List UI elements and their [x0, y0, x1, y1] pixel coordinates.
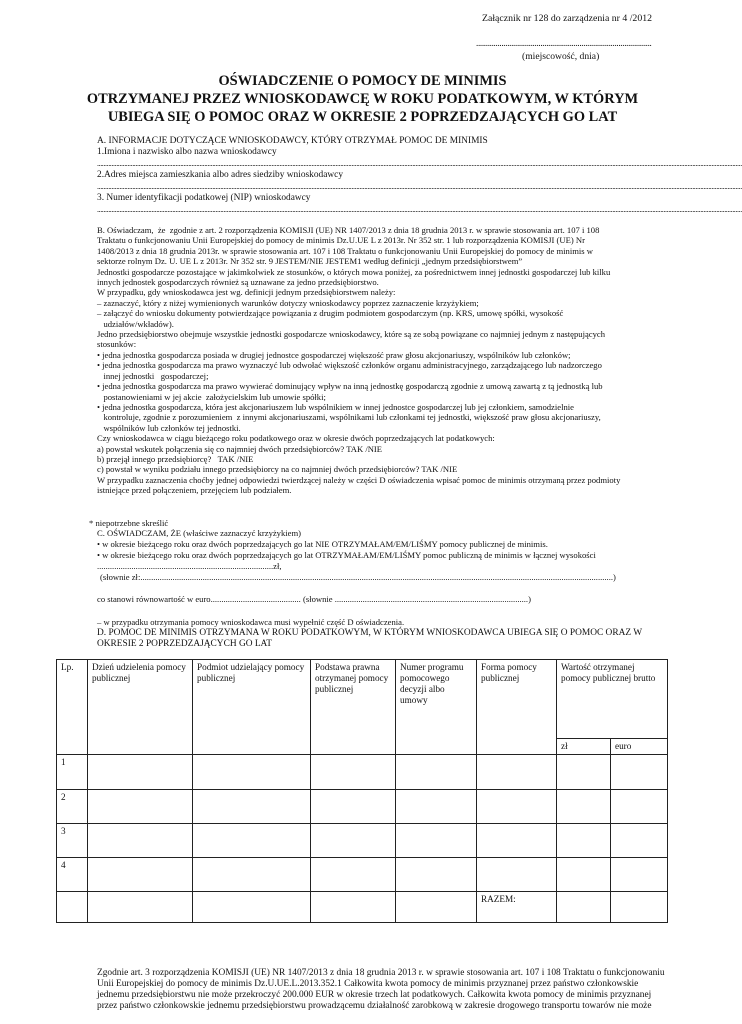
legal-basis-cell[interactable]	[311, 790, 396, 824]
section-b-line: wspólników lub członków tej jednostki.	[97, 422, 241, 433]
section-b-line: • jedna jednostka gospodarcza posiada w drugiej jednostce gospodarczej większość praw głosu akcjonariuszy, wspólników lub członków;	[97, 349, 571, 360]
granting-entity-cell[interactable]	[193, 755, 311, 790]
table-row	[57, 790, 668, 824]
value-pln-cell[interactable]	[557, 790, 611, 824]
granting-entity-cell[interactable]	[193, 824, 311, 858]
grant-date-cell[interactable]	[88, 824, 193, 858]
row-number: 2	[57, 790, 88, 824]
section-b-line: W przypadku, gdy wnioskodawca jest wg. definicji jednym przedsiębiorstwem należy:	[97, 287, 396, 298]
program-number-cell[interactable]	[396, 858, 477, 892]
row-number: 3	[57, 824, 88, 858]
section-b-line: c) powstał w wyniku podziału innego przedsiębiorcy na co najmniej dwóch przedsiębiorców? TAK /NIE	[97, 464, 458, 475]
aid-form-cell[interactable]	[477, 790, 557, 824]
aid-form-cell[interactable]	[477, 824, 557, 858]
applicant-nip-label: 3. Numer identyfikacji podatkowej (NIP) wnioskodawcy	[97, 193, 311, 203]
applicant-address-field[interactable]: ...................................................................................................................................................................................................................................................................................................................................................................................................................	[97, 182, 742, 191]
section-d-heading-line-2: OKRESIE 2 POPRZEDZAJĄCYCH GO LAT	[97, 639, 273, 649]
header-aid-form: Forma pomocy publicznej	[477, 660, 557, 755]
granting-entity-cell[interactable]	[193, 858, 311, 892]
section-b-line: postanowieniami w jej akcie założycielskim lub umowie spółki;	[97, 391, 326, 402]
section-b-line: kontroluje, zgodnie z porozumieniem z innymi akcjonariuszami, wspólnikami lub członkami tej jednostki, większość praw głosu akcjonariuszy,	[97, 412, 601, 423]
section-b-line: Jedno przedsiębiorstwo obejmuje wszystkie jednostki gospodarcze wnioskodawcy, które są ze sobą powiązane co najmniej jednym z następujących	[97, 329, 605, 340]
value-eur-cell[interactable]	[611, 824, 668, 858]
section-b-line: innej jednostki gospodarczej;	[97, 370, 209, 381]
aid-amount-euro-field[interactable]: co stanowi równowartość w euro.......................................... (słownie ..........................................................................................)	[97, 594, 531, 604]
header-value-eur: euro	[611, 739, 668, 755]
section-b-line: istniejące przed połączeniem, przejęciem lub podziałem.	[97, 485, 292, 496]
document-title-line-3: UBIEGA SIĘ O POMOC ORAZ W OKRESIE 2 POPRZEDZAJĄCYCH GO LAT	[107, 109, 618, 125]
value-eur-cell[interactable]	[611, 790, 668, 824]
section-b-line: • jedna jednostka gospodarcza ma prawo wywierać dominujący wpływ na inną jednostkę gospodarczą zgodnie z umową zawartą z tą jednostką lub	[97, 381, 603, 392]
option-no-aid-received[interactable]: • w okresie bieżącego roku oraz dwóch poprzedzających go lat NIE OTRZYMAŁAM/EM/LIŚMY pomocy publicznej de minimis.	[97, 539, 548, 549]
de-minimis-aid-table	[56, 659, 668, 923]
section-b-line: sektorze rolnym Dz. U. UE L z 2013r. Nr 352 str. 9 JESTEM/NIE JESTEM1 według definicji „jednym przedsiębiorstwem”	[97, 256, 523, 267]
section-b-line: a) powstał wskutek połączenia się co najmniej dwóch przedsiębiorców? TAK /NIE	[97, 443, 383, 454]
section-b-line: B. Oświadczam, że zgodnie z art. 2 rozporządzenia KOMISJI (UE) NR 1407/2013 z dnia 18 grudnia 2013 r. w sprawie stosowania art. 107 i 108	[97, 225, 600, 235]
program-number-cell[interactable]	[396, 755, 477, 790]
header-gross-value: Wartość otrzymanej pomocy publicznej brutto	[557, 660, 668, 739]
grant-date-cell[interactable]	[88, 755, 193, 790]
section-a-heading: A. INFORMACJE DOTYCZĄCE WNIOSKODAWCY, KTÓRY OTRZYMAŁ POMOC DE MINIMIS	[97, 136, 488, 146]
header-grant-date: Dzień udzielenia pomocy publicznej	[88, 660, 193, 755]
section-b-line: – zaznaczyć, który z niżej wymienionych warunków dotyczy wnioskodawcy poprzez zaznaczenie krzyżykiem;	[97, 297, 479, 308]
header-legal-basis: Podstawa prawna otrzymanej pomocy publicznej	[311, 660, 396, 755]
section-b-line: b) przejął innego przedsiębiorcę? TAK /NIE	[97, 453, 254, 464]
attachment-reference: Załącznik nr 128 do zarządzenia nr 4 /2012	[482, 13, 653, 24]
aid-amount-words-field[interactable]: (słownie zł:............................................................................................................................................................................................................................)	[100, 572, 616, 582]
section-b-line: stosunków:	[97, 339, 137, 350]
legal-basis-cell[interactable]	[311, 824, 396, 858]
section-c-heading: C. OŚWIADCZAM, ŻE (właściwe zaznaczyć krzyżykiem)	[97, 528, 302, 538]
grant-date-cell[interactable]	[88, 790, 193, 824]
legal-basis-cell[interactable]	[311, 858, 396, 892]
header-granting-entity: Podmiot udzielający pomocy publicznej	[193, 660, 311, 755]
granting-entity-cell[interactable]	[193, 790, 311, 824]
footer-legal-note	[97, 968, 672, 1012]
section-b-line: W przypadku zaznaczenia choćby jednej odpowiedzi twierdzącej należy w części D oświadczenia wpisać pomoc de minimis otrzymaną przez podmioty	[97, 474, 621, 485]
applicant-address-label: 2.Adres miejsca zamieszkania albo adres siedziby wnioskodawcy	[97, 170, 344, 180]
table-row	[57, 858, 668, 892]
total-label: RAZEM:	[477, 892, 557, 923]
aid-form-cell[interactable]	[477, 858, 557, 892]
row-number: 1	[57, 755, 88, 790]
legal-basis-cell[interactable]	[311, 755, 396, 790]
place-date-dots[interactable]: ..........................................................................................	[476, 38, 652, 48]
program-number-cell[interactable]	[396, 790, 477, 824]
value-pln-cell[interactable]	[557, 824, 611, 858]
document-title-line-2: OTRZYMANEJ PRZEZ WNIOSKODAWCĘ W ROKU PODATKOWYM, W KTÓRYM	[86, 91, 639, 107]
value-eur-cell[interactable]	[611, 858, 668, 892]
total-row	[57, 892, 668, 923]
section-d-instruction: – w przypadku otrzymania pomocy wnioskodawca musi wypełnić część D oświadczenia.	[97, 617, 405, 627]
table-row	[57, 755, 668, 790]
applicant-name-field[interactable]: ...................................................................................................................................................................................................................................................................................................................................................................................................................	[97, 159, 742, 168]
value-pln-cell[interactable]	[557, 755, 611, 790]
header-value-pln: zł	[557, 739, 611, 755]
row-number: 4	[57, 858, 88, 892]
header-program-number: Numer programu pomocowego decyzji albo umowy	[396, 660, 477, 755]
total-eur-cell[interactable]	[611, 892, 668, 923]
aid-amount-pln-field[interactable]: ..................................................................................zł,	[97, 561, 282, 571]
value-pln-cell[interactable]	[557, 858, 611, 892]
footer-text: Zgodnie art. 3 rozporządzenia KOMISJI (UE) NR 1407/2013 z dnia 18 grudnia 2013 r. w sprawie stosowania art. 107 i 108 Traktatu o funkcjonowaniu Unii Europejskiej do pomocy de minimis Dz.U.UE.L.2013.352.1 Całkowita kwota pomocy de minimis przyznanej przez państwo członkowskie jednemu przedsiębiorstwu nie może przekroczyć 200.000 EUR w okresie trzech lat podatkowych. Całkowita kwota pomocy de minimis przyznanej przez państwo członkowskie jednemu przedsiębiorstwu prowadzącemu działalność zarobkową w zakresie drogowego transportu towarów nie może	[97, 968, 665, 1011]
applicant-nip-field[interactable]: ...................................................................................................................................................................................................................................................................................................................................................................................................................	[97, 205, 742, 214]
value-eur-cell[interactable]	[611, 755, 668, 790]
section-b-line: 1408/2013 z dnia 18 grudnia 2013r. w sprawie stosowania art. 107 i 108 Traktatu o funkcjonowaniu Unii Europejskiej do pomocy de minimis w	[97, 245, 593, 256]
section-b-line: Jednostki gospodarcze pozostające w jakimkolwiek ze stosunków, o których mowa poniżej, za pośrednictwem innej jednostki gospodarczej lub kilku	[97, 266, 611, 277]
applicant-name-label: 1.Imiona i nazwisko albo nazwa wnioskodawcy	[97, 147, 277, 157]
footnote-strike-out: * niepotrzebne skreślić	[89, 518, 169, 528]
section-b-statement	[97, 225, 620, 496]
section-d-heading-line-1: D. POMOC DE MINIMIS OTRZYMANA W ROKU PODATKOWYM, W KTÓRYM WNIOSKODAWCA UBIEGA SIĘ O POMOC ORAZ W	[97, 628, 643, 638]
section-b-line: Czy wnioskodawca w ciągu bieżącego roku podatkowego oraz w okresie dwóch poprzedzających lat podatkowych:	[97, 433, 495, 444]
program-number-cell[interactable]	[396, 824, 477, 858]
section-b-line: – załączyć do wniosku dokumenty potwierdzające powiązania z drugim podmiotem gospodarczym (np. KRS, umowę spółki, wysokość	[97, 308, 564, 319]
place-date-label: (miejscowość, dnia)	[522, 51, 600, 62]
grant-date-cell[interactable]	[88, 858, 193, 892]
section-b-line: innych jednostek gospodarczych również są uznawane za jedno przedsiębiorstwo.	[97, 277, 379, 288]
aid-form-cell[interactable]	[477, 755, 557, 790]
section-b-line: udziałów/wkładów).	[97, 318, 174, 329]
header-lp: Lp.	[57, 660, 88, 755]
section-b-line: • jedna jednostka gospodarcza ma prawo wyznaczyć lub odwołać większość członków organu administracyjnego, zarządzającego lub nadzorczego	[97, 360, 602, 371]
document-title-line-1: OŚWIADCZENIE O POMOCY DE MINIMIS	[218, 73, 507, 89]
table-row	[57, 824, 668, 858]
option-aid-received[interactable]: • w okresie bieżącego roku oraz dwóch poprzedzających go lat OTRZYMAŁAM/EM/LIŚMY pomoc publiczną de minimis w łącznej wysokości	[97, 550, 596, 560]
total-pln-cell[interactable]	[557, 892, 611, 923]
section-b-line: Traktatu o funkcjonowaniu Unii Europejskiej do pomocy de minimis Dz.U.UE L z 2013r. Nr 352 str. 1 lub rozporządzenia KOMISJI (UE) Nr	[97, 235, 585, 246]
section-b-line: • jedna jednostka gospodarcza, która jest akcjonariuszem lub wspólnikiem w innej jednostce gospodarczej lub jej członkiem, samodzielnie	[97, 401, 574, 412]
